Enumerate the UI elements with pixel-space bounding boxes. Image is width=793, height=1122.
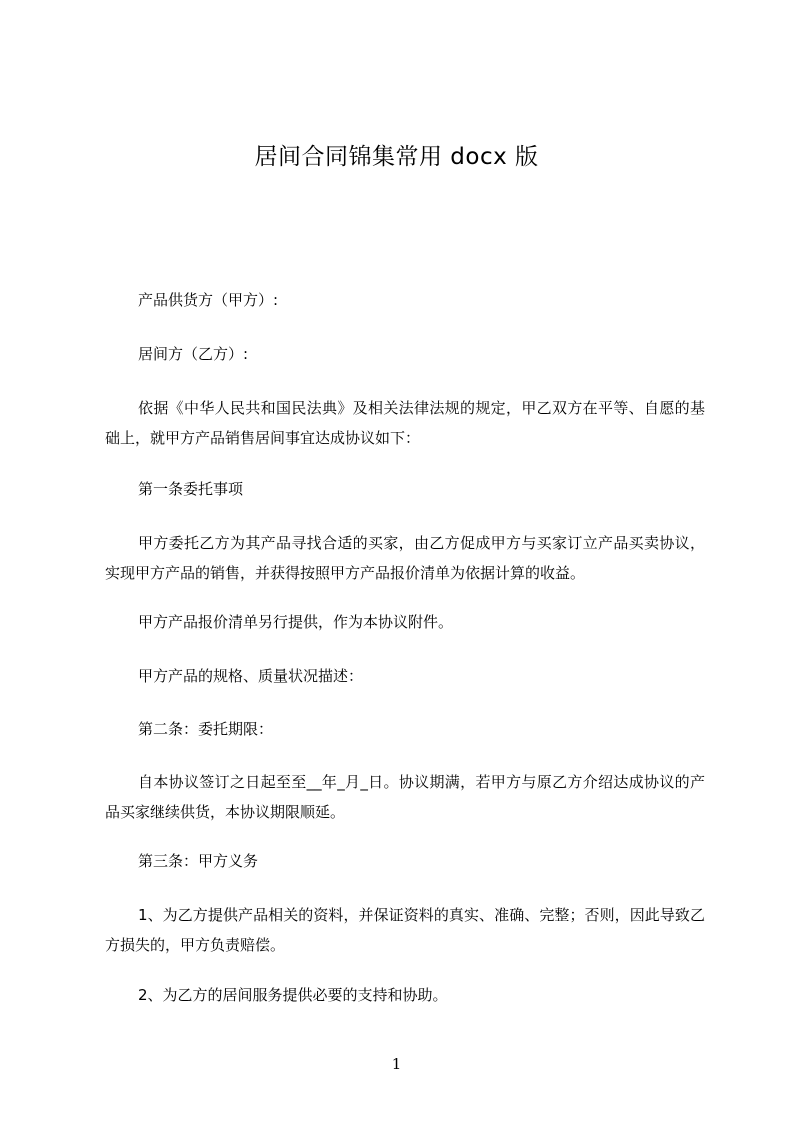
article-3-item-1: 1、为乙方提供产品相关的资料，并保证资料的真实、准确、完整；否则，因此导致乙方损失的，甲方负责赔偿。 xyxy=(105,906,705,954)
party-a-line: 产品供货方（甲方）: xyxy=(138,291,279,309)
page-number: 1 xyxy=(391,1055,402,1073)
article-2-paragraph: 自本协议签订之日起至至__年_月_日。协议期满，若甲方与原乙方介绍达成协议的产品买家继续供货，本协议期限顺延。 xyxy=(105,773,705,821)
article-2-heading: 第二条：委托期限： xyxy=(138,720,274,738)
page-title: 居间合同锦集常用 docx 版 xyxy=(254,144,539,170)
preamble-paragraph: 依据《中华人民共和国民法典》及相关法律法规的规定，甲乙双方在平等、自愿的基础上，就甲方产品销售居间事宜达成协议如下： xyxy=(105,399,705,447)
spec-description-line: 甲方产品的规格、质量状况描述： xyxy=(138,667,364,685)
party-b-line: 居间方（乙方）: xyxy=(138,345,249,363)
article-3-heading: 第三条：甲方义务 xyxy=(138,852,259,870)
price-list-paragraph: 甲方产品报价清单另行提供，作为本协议附件。 xyxy=(138,613,454,631)
article-1-heading: 第一条委托事项 xyxy=(138,480,244,498)
article-1-paragraph: 甲方委托乙方为其产品寻找合适的买家，由乙方促成甲方与买家订立产品买卖协议，实现甲方产品的销售，并获得按照甲方产品报价清单为依据计算的收益。 xyxy=(105,534,705,582)
article-3-item-2: 2、为乙方的居间服务提供必要的支持和协助。 xyxy=(138,986,448,1004)
